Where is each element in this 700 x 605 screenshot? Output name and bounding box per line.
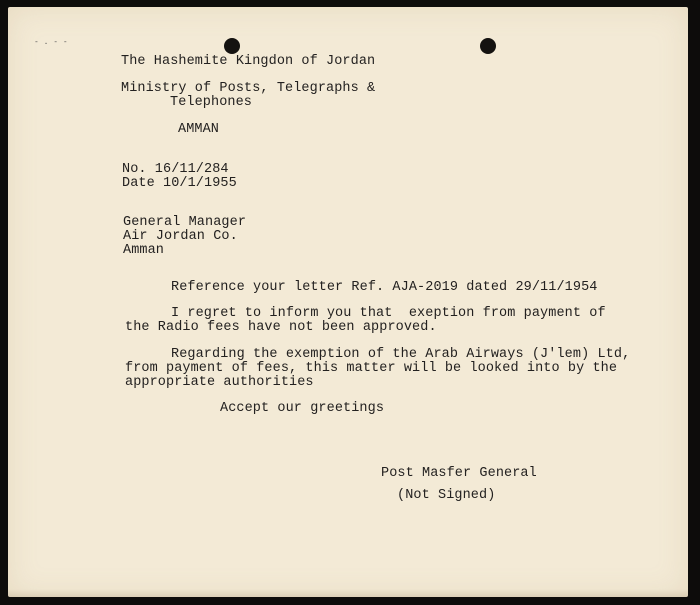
corner-mark: - . - - [34, 37, 68, 46]
punch-hole-right [480, 38, 496, 54]
letterhead-kingdom: The Hashemite Kingdon of Jordan [121, 54, 376, 69]
body-para2-line3: appropriate authorities [125, 375, 314, 390]
punch-hole-left [224, 38, 240, 54]
body-closing: Accept our greetings [220, 401, 385, 416]
recipient-city: Amman [123, 243, 165, 258]
letter-page [8, 7, 688, 597]
letterhead-ministry-line2: Telephones [170, 95, 253, 110]
recipient-company: Air Jordan Co. [123, 229, 238, 244]
body-para1-line1: I regret to inform you that exeption from payment of [171, 306, 606, 321]
body-para1-line2: the Radio fees have not been approved. [125, 320, 437, 335]
body-para2-line1: Regarding the exemption of the Arab Airways (J'lem) Ltd, [171, 347, 631, 362]
body-para2-line2: from payment of fees, this matter will be looked into by the [125, 361, 618, 376]
reference-number: No. 16/11/284 [122, 162, 229, 177]
reference-date: Date 10/1/1955 [122, 176, 237, 191]
body-reference-line: Reference your letter Ref. AJA-2019 dated 29/11/1954 [171, 280, 598, 295]
recipient-title: General Manager [123, 215, 247, 230]
signature-status: (Not Signed) [397, 488, 496, 503]
letterhead-ministry-line1: Ministry of Posts, Telegraphs & [121, 81, 376, 96]
signature-title: Post Masfer General [381, 466, 537, 481]
letterhead-city: AMMAN [178, 122, 220, 137]
